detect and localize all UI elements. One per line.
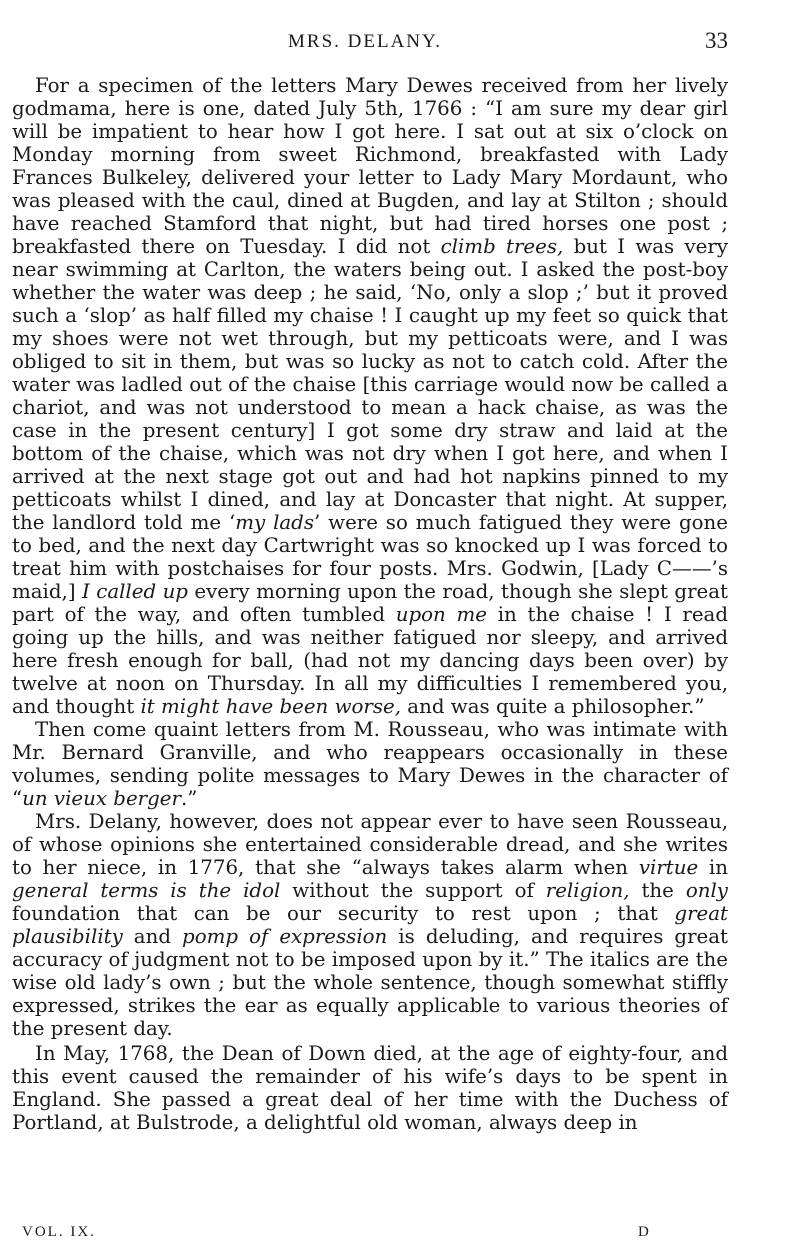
- text-run: In May, 1768, the Dean of Down died, at the age of eighty-four, and this event caused the remainder of his wife’s days to be spent in England. She passed a great deal of her time with the Duchess of Portland, at Bulstrode, a delightful old woman, always deep in: [12, 1042, 728, 1134]
- text-run: without the support of: [280, 879, 546, 902]
- running-head: [12, 28, 728, 58]
- running-title: MRS. DELANY.: [288, 31, 443, 52]
- italic-text: un vieux berger: [22, 787, 181, 810]
- italic-text: my lads: [235, 511, 314, 534]
- text-run: but I was very near swimming at Carlton, the waters being out. I asked the post-boy whether the water was deep ; he said, ‘No, only a slop ;’ but it proved such a ‘slop’ as half filled my chaise ! I caught up my feet so quick that my shoes were not wet through, but my petticoats were, and I was obliged to sit in them, but was so lucky as not to catch cold. After the water was ladled out of the chaise [this carriage would now be called a chariot, and was not understood to mean a hack chaise, as was the case in the present century] I got some dry straw and laid at the bottom of the chaise, which was not dry when I got here, and when I arrived at the next stage got out and had hot napkins pinned to my petticoats whilst I dined, and lay at Doncaster that night. At supper, the landlord told me ‘: [12, 235, 728, 534]
- text-run: For a specimen of the letters Mary Dewes received from her lively godmama, here is one, dated July 5th, 1766 : “I am sure my dear girl will be impatient to hear how I got here. I sat out at six o’clock on Monday morning from sweet Richmond, breakfasted with Lady Frances Bulkeley, delivered your letter to Lady Mary Mordaunt, who was pleased with the caul, dined at Bugden, and lay at Stilton ; should have reached Stamford that night, but had tired horses one post ; breakfasted there on Tuesday. I did not: [12, 74, 728, 258]
- italic-text: pomp of expression: [182, 925, 388, 948]
- volume-label: VOL. IX.: [22, 1224, 96, 1240]
- paragraph: [12, 74, 728, 718]
- text-run: ’ were so much fatigued they were gone to bed, and the next day Cartwright was so knocked up I was forced to treat him with postchaises for four posts. Mrs. Godwin, [Lady C——’s maid,]: [12, 511, 728, 603]
- italic-text: upon me: [395, 603, 487, 626]
- page-number: 33: [705, 28, 728, 53]
- text-run: Then come quaint letters from M. Rousseau, who was intimate with Mr. Bernard Granville, and who reappears occasionally in these volumes, sending polite messages to Mary Dewes in the character of “: [12, 718, 728, 810]
- text-run: foundation that can be our security to rest upon ; that: [12, 902, 675, 925]
- text-run: in: [698, 856, 728, 879]
- text-run: the: [629, 879, 686, 902]
- italic-text: it might have been worse,: [140, 695, 402, 718]
- italic-text: I called up: [81, 580, 188, 603]
- book-page: [12, 28, 728, 1134]
- text-run: in the chaise ! I read going up the hills, and was neither fatigued nor sleepy, and arrived here fresh enough for ball, (had not my dancing days been over) by twelve at noon on Thursday. In all my difficulties I remembered you, and thought: [12, 603, 728, 718]
- italic-text: only: [685, 879, 728, 902]
- text-run: and: [122, 925, 183, 948]
- text-run: and was quite a philosopher.”: [401, 695, 705, 718]
- italic-text: religion,: [545, 879, 630, 902]
- paragraph: [12, 810, 728, 1040]
- signature-mark: D: [638, 1224, 651, 1240]
- text-run: Mrs. Delany, however, does not appear ever to have seen Rousseau, of whose opinions she entertained considerable dread, and she writes to her niece, in 1776, that she “always takes alarm when: [12, 810, 728, 879]
- italic-text: virtue: [638, 856, 699, 879]
- paragraph: [12, 1042, 728, 1134]
- italic-text: general terms is the idol: [12, 879, 281, 902]
- text-run: is deluding, and requires great accuracy of judgment not to be imposed upon by it.” The italics are the wise old lady’s own ; but the whole sentence, though somewhat stiffly expressed, strikes the ear as equally applicable to various theories of the present day.: [12, 925, 728, 1040]
- paragraph: [12, 718, 728, 810]
- text-run: .”: [180, 787, 198, 810]
- body-text: [12, 74, 728, 1134]
- italic-text: climb trees,: [440, 235, 564, 258]
- italic-text: great plausibility: [12, 902, 728, 948]
- text-run: every morning upon the road, though she slept great part of the way, and often tumbled: [12, 580, 728, 626]
